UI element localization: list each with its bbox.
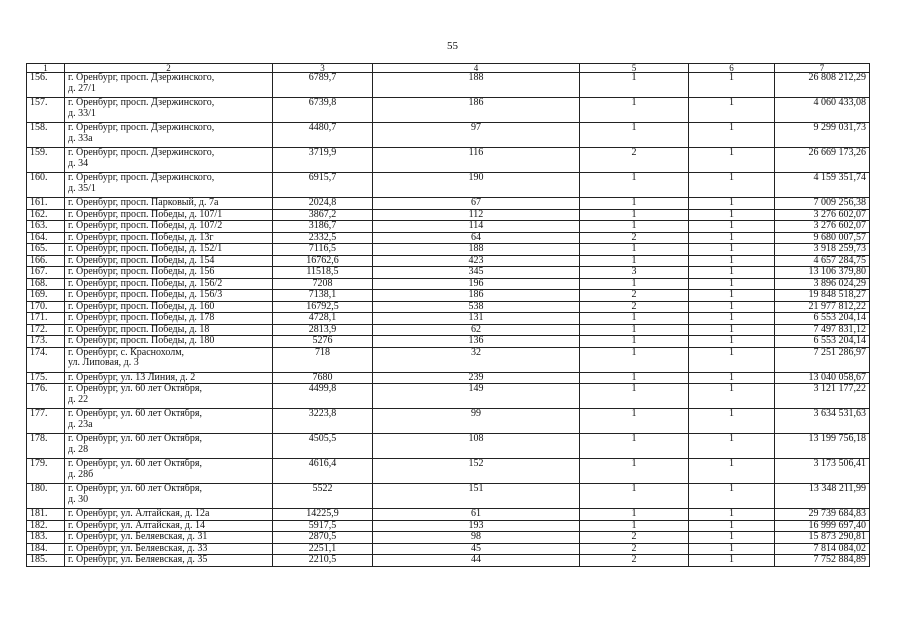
row-number: 173. <box>27 336 65 348</box>
column-6-cell: 1 <box>689 73 775 98</box>
column-4-cell: 538 <box>373 301 580 313</box>
row-number: 158. <box>27 123 65 148</box>
address-line: г. Оренбург, ул. Беляевская, д. 33 <box>68 542 208 554</box>
address-line: г. Оренбург, просп. Парковый, д. 7а <box>68 197 219 208</box>
address-cell <box>65 173 273 198</box>
row-number: 169. <box>27 290 65 302</box>
column-5-cell: 1 <box>580 313 689 325</box>
table-row <box>27 232 870 244</box>
column-5-cell: 1 <box>580 255 689 267</box>
column-4-cell: 151 <box>373 484 580 509</box>
amount-cell: 9 299 031,73 <box>775 123 870 148</box>
column-5-cell: 3 <box>580 267 689 279</box>
address-line: г. Оренбург, с. Краснохолм, <box>68 346 185 358</box>
amount-cell: 4 060 433,08 <box>775 98 870 123</box>
column-5-cell: 1 <box>580 484 689 509</box>
table-row <box>27 543 870 555</box>
table-row <box>27 244 870 256</box>
area-cell: 2870,5 <box>273 532 373 544</box>
table-row <box>27 301 870 313</box>
amount-cell: 3 121 177,22 <box>775 384 870 409</box>
row-number: 160. <box>27 173 65 198</box>
column-5-cell: 1 <box>580 459 689 484</box>
address-cell <box>65 372 273 384</box>
column-4-cell: 188 <box>373 244 580 256</box>
address-cell <box>65 267 273 279</box>
column-5-cell: 1 <box>580 123 689 148</box>
column-6-cell: 1 <box>689 148 775 173</box>
column-4-cell: 108 <box>373 434 580 459</box>
column-6-cell: 1 <box>689 555 775 567</box>
table-row <box>27 384 870 409</box>
address-cell <box>65 209 273 221</box>
housing-table <box>26 63 870 567</box>
area-cell: 5276 <box>273 336 373 348</box>
column-6-cell: 1 <box>689 290 775 302</box>
address-line: д. 28б <box>68 468 94 480</box>
address-line: г. Оренбург, просп. Победы, д. 156 <box>68 266 215 277</box>
row-number: 180. <box>27 484 65 509</box>
column-4-cell: 239 <box>373 372 580 384</box>
address-line: г. Оренбург, просп. Победы, д. 156/3 <box>68 289 223 300</box>
row-number: 181. <box>27 509 65 521</box>
column-6-cell: 1 <box>689 384 775 409</box>
column-4-cell: 99 <box>373 409 580 434</box>
column-4-cell: 67 <box>373 198 580 210</box>
table-row <box>27 221 870 233</box>
column-header: 2 <box>65 64 273 73</box>
area-cell: 16762,6 <box>273 255 373 267</box>
row-number: 162. <box>27 209 65 221</box>
row-number: 178. <box>27 434 65 459</box>
row-number: 182. <box>27 520 65 532</box>
table-row <box>27 459 870 484</box>
column-4-cell: 345 <box>373 267 580 279</box>
address-cell <box>65 532 273 544</box>
column-6-cell: 1 <box>689 409 775 434</box>
row-number: 157. <box>27 98 65 123</box>
address-cell <box>65 278 273 290</box>
address-cell <box>65 543 273 555</box>
address-line: г. Оренбург, просп. Победы, д. 178 <box>68 312 215 323</box>
amount-cell: 21 977 812,22 <box>775 301 870 313</box>
amount-cell: 13 040 058,67 <box>775 372 870 384</box>
amount-cell: 13 348 211,99 <box>775 484 870 509</box>
column-4-cell: 186 <box>373 98 580 123</box>
row-number: 156. <box>27 73 65 98</box>
column-4-cell: 131 <box>373 313 580 325</box>
address-cell <box>65 244 273 256</box>
address-line: г. Оренбург, просп. Дзержинского, <box>68 97 215 108</box>
address-cell <box>65 484 273 509</box>
column-5-cell: 2 <box>580 290 689 302</box>
amount-cell: 13 199 756,18 <box>775 434 870 459</box>
amount-cell: 7 497 831,12 <box>775 324 870 336</box>
amount-cell: 26 669 173,26 <box>775 148 870 173</box>
column-4-cell: 186 <box>373 290 580 302</box>
page-number: 55 <box>447 40 458 52</box>
address-cell <box>65 336 273 348</box>
column-6-cell: 1 <box>689 459 775 484</box>
area-cell: 718 <box>273 347 373 372</box>
amount-cell: 3 173 506,41 <box>775 459 870 484</box>
area-cell: 4505,5 <box>273 434 373 459</box>
amount-cell: 4 657 284,75 <box>775 255 870 267</box>
area-cell: 7208 <box>273 278 373 290</box>
address-line: д. 23а <box>68 418 93 430</box>
area-cell: 3186,7 <box>273 221 373 233</box>
table-row <box>27 520 870 532</box>
area-cell: 6789,7 <box>273 73 373 98</box>
address-cell <box>65 98 273 123</box>
table-row <box>27 148 870 173</box>
address-line: г. Оренбург, просп. Победы, д. 152/1 <box>68 243 223 254</box>
address-line: г. Оренбург, просп. Дзержинского, <box>68 172 215 183</box>
address-cell <box>65 520 273 532</box>
column-5-cell: 1 <box>580 384 689 409</box>
area-cell: 7116,5 <box>273 244 373 256</box>
column-5-cell: 1 <box>580 509 689 521</box>
column-5-cell: 1 <box>580 372 689 384</box>
column-6-cell: 1 <box>689 520 775 532</box>
amount-cell: 13 106 379,80 <box>775 267 870 279</box>
row-number: 177. <box>27 409 65 434</box>
area-cell: 3719,9 <box>273 148 373 173</box>
row-number: 175. <box>27 372 65 384</box>
table-row <box>27 409 870 434</box>
amount-cell: 4 159 351,74 <box>775 173 870 198</box>
column-6-cell: 1 <box>689 209 775 221</box>
area-cell: 4480,7 <box>273 123 373 148</box>
address-line: д. 22 <box>68 393 89 405</box>
address-line: г. Оренбург, ул. Алтайская, д. 12а <box>68 508 210 519</box>
address-cell <box>65 555 273 567</box>
row-number: 176. <box>27 384 65 409</box>
column-5-cell: 2 <box>580 232 689 244</box>
address-cell <box>65 324 273 336</box>
amount-cell: 7 752 884,89 <box>775 555 870 567</box>
amount-cell: 16 999 697,40 <box>775 520 870 532</box>
column-6-cell: 1 <box>689 173 775 198</box>
area-cell: 2210,5 <box>273 555 373 567</box>
column-4-cell: 62 <box>373 324 580 336</box>
address-line: г. Оренбург, просп. Победы, д. 13г <box>68 231 214 243</box>
column-5-cell: 1 <box>580 520 689 532</box>
row-number: 163. <box>27 221 65 233</box>
address-cell <box>65 232 273 244</box>
column-4-cell: 64 <box>373 232 580 244</box>
address-cell <box>65 301 273 313</box>
column-6-cell: 1 <box>689 244 775 256</box>
area-cell: 16792,5 <box>273 301 373 313</box>
table-row <box>27 278 870 290</box>
table-row <box>27 290 870 302</box>
row-number: 172. <box>27 324 65 336</box>
table-row <box>27 509 870 521</box>
column-6-cell: 1 <box>689 313 775 325</box>
column-4-cell: 193 <box>373 520 580 532</box>
table-row <box>27 324 870 336</box>
area-cell: 4499,8 <box>273 384 373 409</box>
amount-cell: 6 553 204,14 <box>775 336 870 348</box>
row-number: 185. <box>27 555 65 567</box>
column-5-cell: 1 <box>580 173 689 198</box>
column-6-cell: 1 <box>689 278 775 290</box>
table-body <box>27 73 870 567</box>
area-cell: 4616,4 <box>273 459 373 484</box>
table-row <box>27 198 870 210</box>
address-line: д. 35/1 <box>68 182 96 194</box>
row-number: 159. <box>27 148 65 173</box>
column-5-cell: 2 <box>580 148 689 173</box>
area-cell: 2813,9 <box>273 324 373 336</box>
table-row <box>27 123 870 148</box>
table-row <box>27 255 870 267</box>
table-row <box>27 484 870 509</box>
column-4-cell: 45 <box>373 543 580 555</box>
column-6-cell: 1 <box>689 484 775 509</box>
address-line: г. Оренбург, ул. 60 лет Октября, <box>68 433 202 444</box>
column-4-cell: 98 <box>373 532 580 544</box>
row-number: 184. <box>27 543 65 555</box>
area-cell: 7138,1 <box>273 290 373 302</box>
address-line: г. Оренбург, просп. Победы, д. 107/1 <box>68 208 223 220</box>
row-number: 174. <box>27 347 65 372</box>
address-line: г. Оренбург, ул. 60 лет Октября, <box>68 458 202 469</box>
column-6-cell: 1 <box>689 434 775 459</box>
area-cell: 2024,8 <box>273 198 373 210</box>
address-line: г. Оренбург, ул. Алтайская, д. 14 <box>68 519 205 531</box>
amount-cell: 29 739 684,83 <box>775 509 870 521</box>
column-5-cell: 2 <box>580 301 689 313</box>
column-header: 7 <box>775 64 870 73</box>
address-line: г. Оренбург, ул. Беляевская, д. 35 <box>68 554 208 565</box>
area-cell: 6739,8 <box>273 98 373 123</box>
column-6-cell: 1 <box>689 347 775 372</box>
amount-cell: 19 848 518,27 <box>775 290 870 302</box>
address-cell <box>65 198 273 210</box>
column-4-cell: 114 <box>373 221 580 233</box>
address-line: г. Оренбург, просп. Победы, д. 180 <box>68 335 215 346</box>
row-number: 179. <box>27 459 65 484</box>
row-number: 171. <box>27 313 65 325</box>
column-5-cell: 1 <box>580 198 689 210</box>
column-6-cell: 1 <box>689 221 775 233</box>
column-5-cell: 1 <box>580 434 689 459</box>
row-number: 167. <box>27 267 65 279</box>
address-cell <box>65 290 273 302</box>
address-cell <box>65 434 273 459</box>
column-4-cell: 196 <box>373 278 580 290</box>
address-line: д. 27/1 <box>68 82 96 94</box>
area-cell: 2251,1 <box>273 543 373 555</box>
column-5-cell: 1 <box>580 73 689 98</box>
table-row <box>27 313 870 325</box>
address-line: д. 33а <box>68 132 93 144</box>
area-cell: 14225,9 <box>273 509 373 521</box>
area-cell: 5917,5 <box>273 520 373 532</box>
column-4-cell: 97 <box>373 123 580 148</box>
column-5-cell: 1 <box>580 409 689 434</box>
column-5-cell: 1 <box>580 209 689 221</box>
column-4-cell: 112 <box>373 209 580 221</box>
amount-cell: 3 634 531,63 <box>775 409 870 434</box>
address-cell <box>65 255 273 267</box>
table-row <box>27 372 870 384</box>
address-line: г. Оренбург, просп. Дзержинского, <box>68 122 215 133</box>
address-line: д. 30 <box>68 493 89 505</box>
row-number: 183. <box>27 532 65 544</box>
column-4-cell: 152 <box>373 459 580 484</box>
table-row <box>27 73 870 98</box>
column-4-cell: 188 <box>373 73 580 98</box>
area-cell: 11518,5 <box>273 267 373 279</box>
column-6-cell: 1 <box>689 301 775 313</box>
address-line: ул. Липовая, д. 3 <box>68 357 139 368</box>
row-number: 170. <box>27 301 65 313</box>
area-cell: 3223,8 <box>273 409 373 434</box>
amount-cell: 6 553 204,14 <box>775 313 870 325</box>
address-line: г. Оренбург, просп. Дзержинского, <box>68 147 215 158</box>
table-row <box>27 98 870 123</box>
column-5-cell: 1 <box>580 221 689 233</box>
address-cell <box>65 409 273 434</box>
amount-cell: 3 896 024,29 <box>775 278 870 290</box>
address-cell <box>65 148 273 173</box>
column-6-cell: 1 <box>689 198 775 210</box>
column-6-cell: 1 <box>689 532 775 544</box>
column-5-cell: 1 <box>580 98 689 123</box>
address-line: г. Оренбург, просп. Победы, д. 107/2 <box>68 220 223 231</box>
address-cell <box>65 123 273 148</box>
address-line: г. Оренбург, просп. Победы, д. 156/2 <box>68 277 223 289</box>
area-cell: 6915,7 <box>273 173 373 198</box>
row-number: 161. <box>27 198 65 210</box>
column-5-cell: 1 <box>580 278 689 290</box>
column-6-cell: 1 <box>689 123 775 148</box>
column-6-cell: 1 <box>689 232 775 244</box>
column-4-cell: 149 <box>373 384 580 409</box>
column-5-cell: 1 <box>580 324 689 336</box>
column-6-cell: 1 <box>689 324 775 336</box>
row-number: 168. <box>27 278 65 290</box>
address-line: г. Оренбург, ул. 60 лет Октября, <box>68 483 202 494</box>
column-4-cell: 32 <box>373 347 580 372</box>
table-row <box>27 267 870 279</box>
column-6-cell: 1 <box>689 336 775 348</box>
address-cell <box>65 73 273 98</box>
amount-cell: 7 814 084,02 <box>775 543 870 555</box>
column-6-cell: 1 <box>689 255 775 267</box>
column-5-cell: 1 <box>580 336 689 348</box>
address-line: г. Оренбург, ул. Беляевская, д. 31 <box>68 531 208 542</box>
address-cell <box>65 459 273 484</box>
address-line: г. Оренбург, ул. 60 лет Октября, <box>68 408 202 419</box>
table-row <box>27 555 870 567</box>
column-5-cell: 1 <box>580 244 689 256</box>
row-number: 166. <box>27 255 65 267</box>
column-6-cell: 1 <box>689 372 775 384</box>
amount-cell: 7 009 256,38 <box>775 198 870 210</box>
column-header: 1 <box>27 64 65 73</box>
table-row <box>27 347 870 372</box>
address-line: г. Оренбург, ул. 60 лет Октября, <box>68 383 202 394</box>
address-line: г. Оренбург, просп. Победы, д. 154 <box>68 254 215 266</box>
column-4-cell: 190 <box>373 173 580 198</box>
column-6-cell: 1 <box>689 509 775 521</box>
address-cell <box>65 347 273 372</box>
column-4-cell: 116 <box>373 148 580 173</box>
address-line: д. 34 <box>68 157 89 169</box>
column-4-cell: 61 <box>373 509 580 521</box>
address-line: г. Оренбург, просп. Победы, д. 18 <box>68 323 210 335</box>
row-number: 164. <box>27 232 65 244</box>
column-6-cell: 1 <box>689 543 775 555</box>
address-line: д. 33/1 <box>68 107 96 119</box>
area-cell: 4728,1 <box>273 313 373 325</box>
address-line: г. Оренбург, ул. 13 Линия, д. 2 <box>68 371 196 383</box>
area-cell: 3867,2 <box>273 209 373 221</box>
amount-cell: 3 918 259,73 <box>775 244 870 256</box>
column-header: 4 <box>373 64 580 73</box>
table-row <box>27 209 870 221</box>
area-cell: 2332,5 <box>273 232 373 244</box>
address-cell <box>65 313 273 325</box>
column-header: 3 <box>273 64 373 73</box>
column-5-cell: 2 <box>580 543 689 555</box>
column-5-cell: 1 <box>580 347 689 372</box>
address-cell <box>65 384 273 409</box>
amount-cell: 9 680 007,57 <box>775 232 870 244</box>
column-header: 6 <box>689 64 775 73</box>
address-line: г. Оренбург, просп. Дзержинского, <box>68 72 215 83</box>
area-cell: 5522 <box>273 484 373 509</box>
amount-cell: 26 808 212,29 <box>775 73 870 98</box>
column-6-cell: 1 <box>689 267 775 279</box>
column-header: 5 <box>580 64 689 73</box>
table-row <box>27 434 870 459</box>
column-6-cell: 1 <box>689 98 775 123</box>
address-line: д. 28 <box>68 443 89 455</box>
address-cell <box>65 221 273 233</box>
table-row <box>27 532 870 544</box>
amount-cell: 3 276 602,07 <box>775 221 870 233</box>
column-4-cell: 136 <box>373 336 580 348</box>
amount-cell: 3 276 602,07 <box>775 209 870 221</box>
column-4-cell: 44 <box>373 555 580 567</box>
column-5-cell: 2 <box>580 555 689 567</box>
address-cell <box>65 509 273 521</box>
address-line: г. Оренбург, просп. Победы, д. 160 <box>68 300 215 312</box>
area-cell: 7680 <box>273 372 373 384</box>
table-row <box>27 336 870 348</box>
amount-cell: 7 251 286,97 <box>775 347 870 372</box>
row-number: 165. <box>27 244 65 256</box>
table-row <box>27 173 870 198</box>
amount-cell: 15 873 290,81 <box>775 532 870 544</box>
column-5-cell: 2 <box>580 532 689 544</box>
column-4-cell: 423 <box>373 255 580 267</box>
